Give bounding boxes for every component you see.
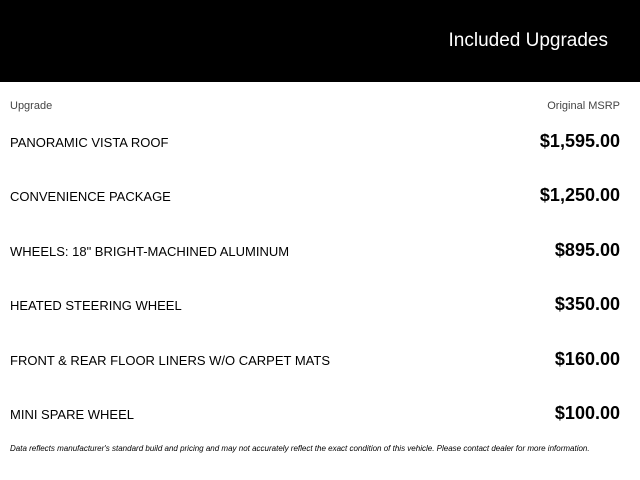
upgrade-price: $895.00 bbox=[554, 239, 620, 260]
upgrade-row bbox=[10, 223, 620, 277]
upgrade-name: FRONT & REAR FLOOR LINERS W/O CARPET MATS bbox=[10, 352, 330, 368]
upgrade-row bbox=[10, 332, 620, 386]
upgrades-list bbox=[10, 114, 620, 440]
upgrade-row bbox=[10, 386, 620, 440]
column-header-msrp: Original MSRP bbox=[547, 100, 620, 112]
upgrade-name: HEATED STEERING WHEEL bbox=[10, 298, 182, 314]
upgrade-price: $1,595.00 bbox=[539, 131, 620, 151]
upgrade-price: $350.00 bbox=[554, 294, 620, 315]
disclaimer-text: Data reflects manufacturer's standard build and pricing and may not accurately reflect the exact condition of this vehicle. Please contact dealer for more information. bbox=[10, 444, 590, 453]
upgrade-name: CONVENIENCE PACKAGE bbox=[10, 189, 171, 205]
page-title: Included Upgrades bbox=[448, 30, 608, 51]
upgrade-name: PANORAMIC VISTA ROOF bbox=[10, 135, 169, 150]
column-header-upgrade: Upgrade bbox=[10, 100, 53, 112]
upgrade-price: $160.00 bbox=[554, 348, 620, 369]
upgrade-name: WHEELS: 18" BRIGHT-MACHINED ALUMINUM bbox=[10, 243, 290, 259]
upgrade-price: $100.00 bbox=[554, 402, 620, 423]
upgrade-price: $1,250.00 bbox=[539, 185, 620, 206]
upgrade-name: MINI SPARE WHEEL bbox=[10, 406, 135, 422]
upgrade-row bbox=[10, 277, 620, 331]
header-bar bbox=[0, 0, 640, 82]
upgrade-row bbox=[10, 114, 620, 168]
upgrade-row bbox=[10, 168, 620, 222]
